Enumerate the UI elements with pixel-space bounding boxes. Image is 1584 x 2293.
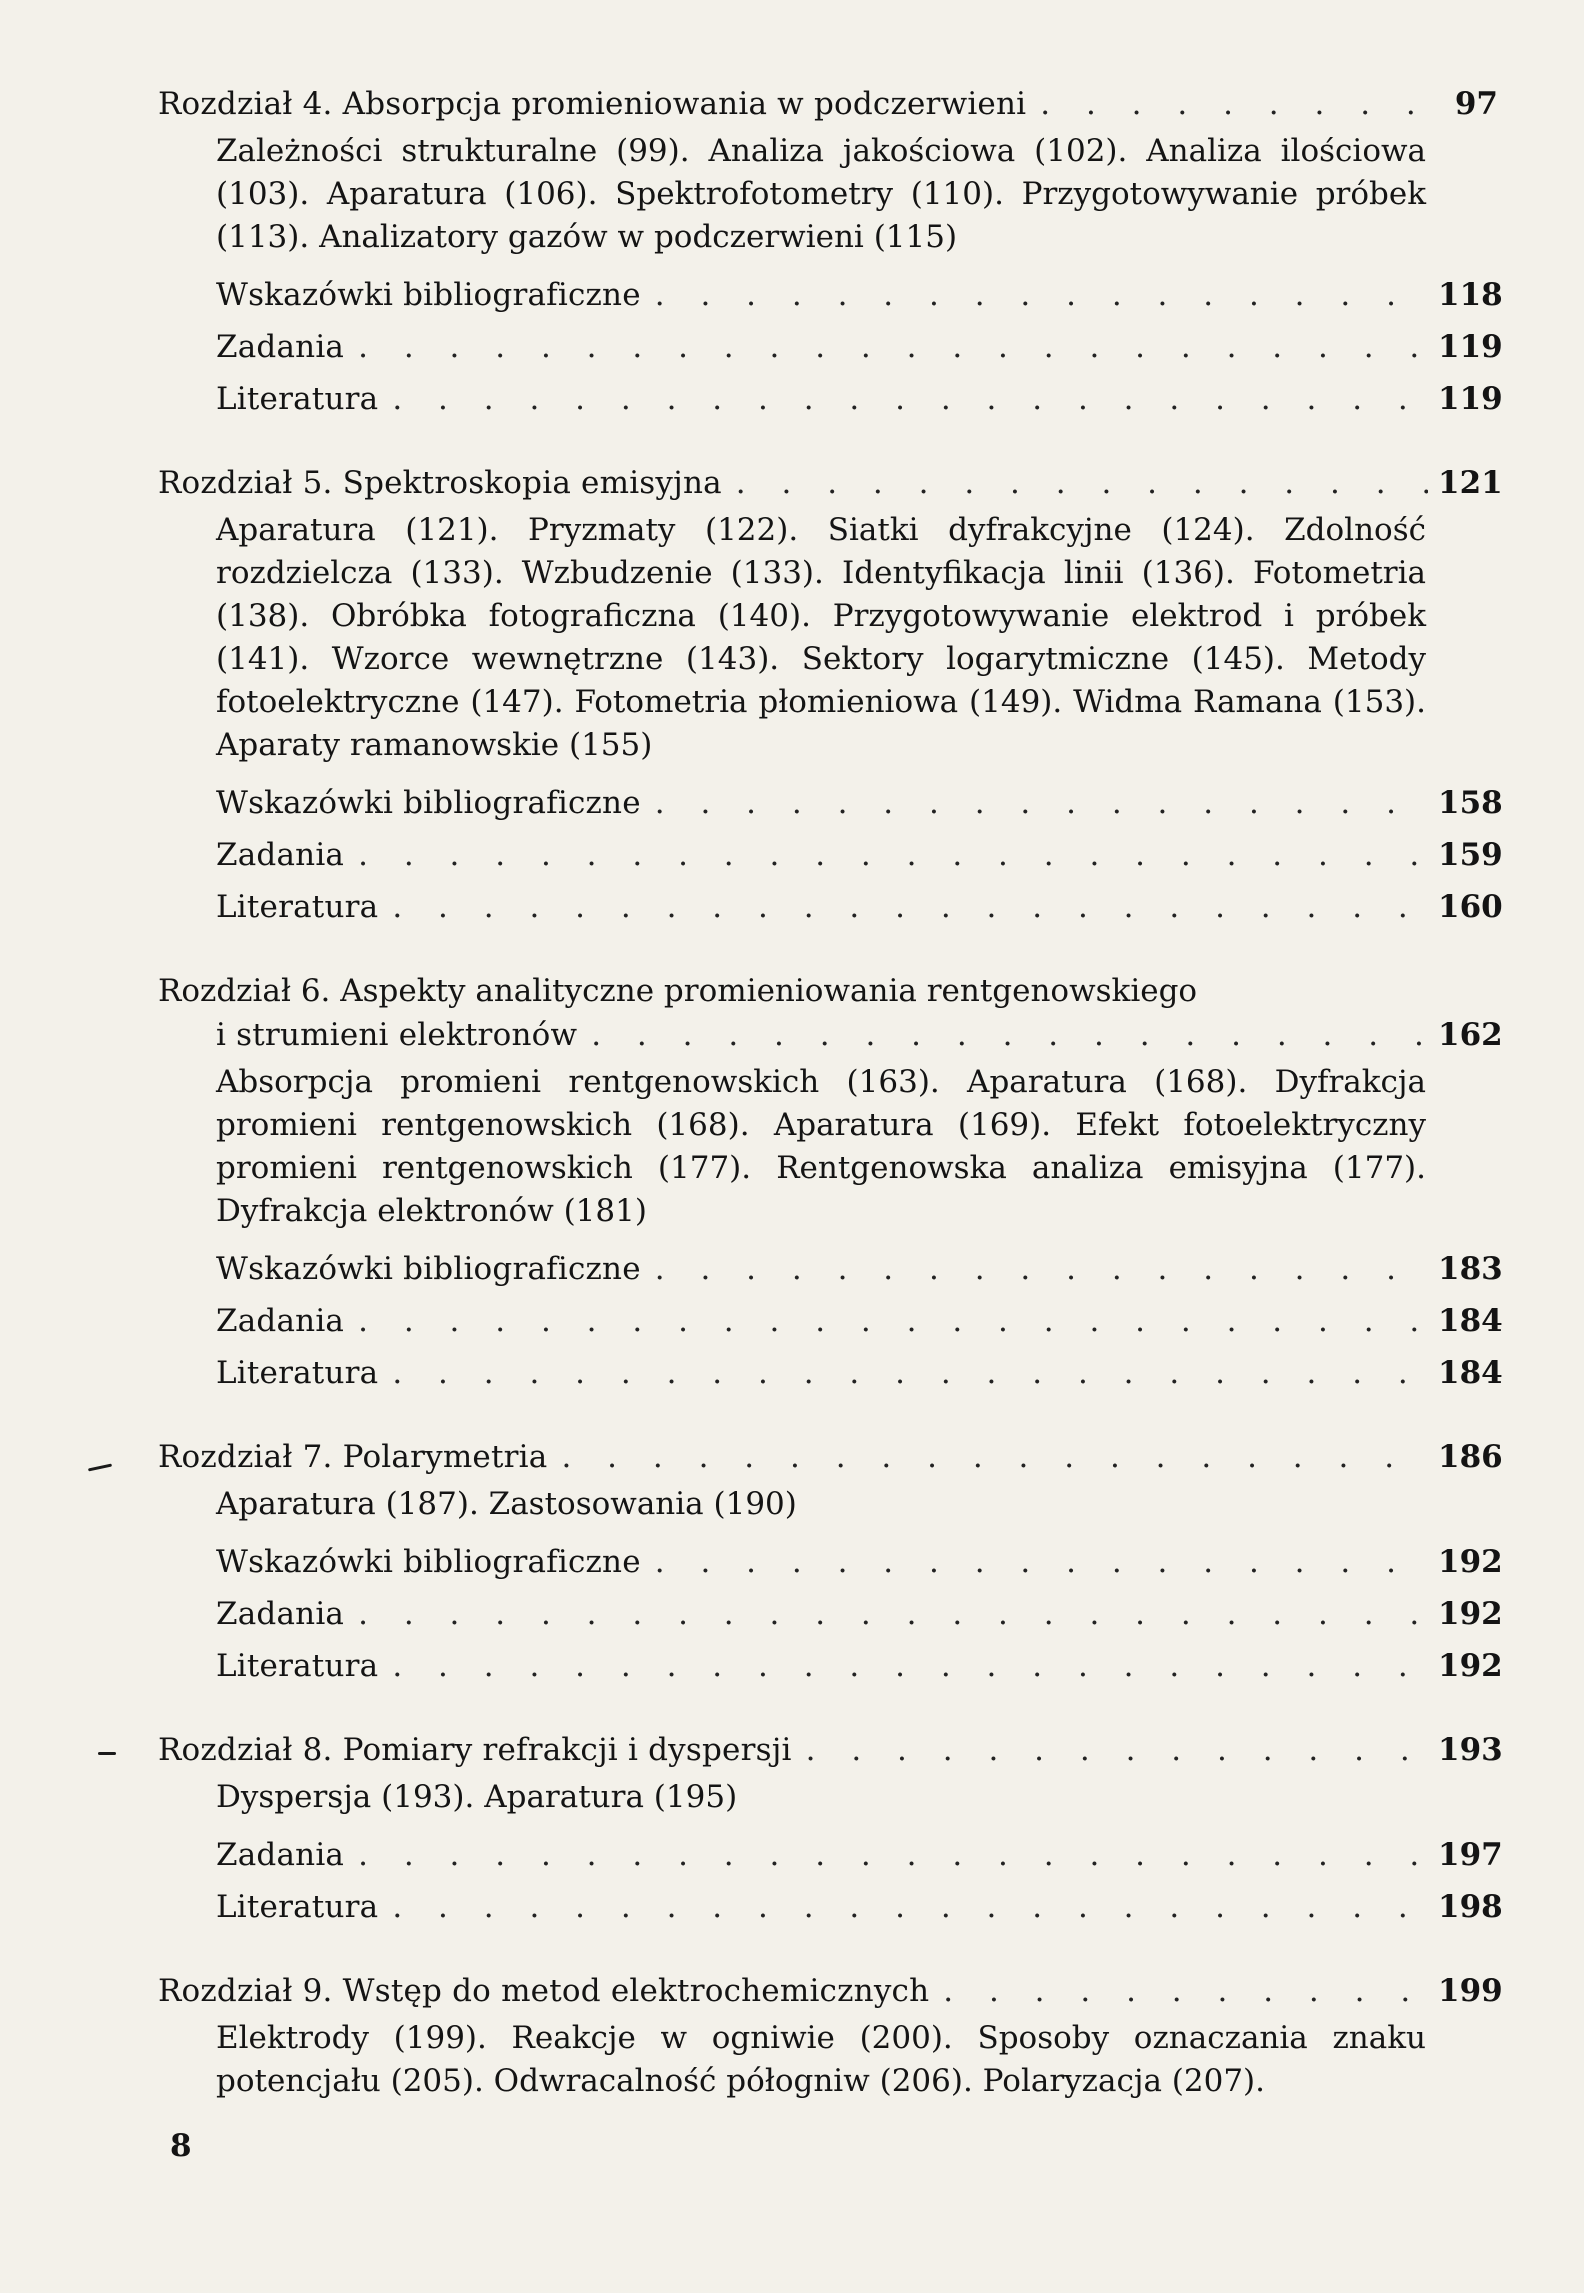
page-number: 162	[1438, 1017, 1503, 1053]
toc-entry	[216, 829, 1503, 881]
page-number: 118	[1438, 277, 1503, 313]
toc-entry	[216, 1295, 1503, 1347]
chapter-entries	[158, 1829, 1503, 1933]
chapter-6	[158, 969, 1503, 1399]
entry-label: Wskazówki bibliograficzne	[216, 1544, 641, 1580]
chapter-5	[158, 461, 1503, 933]
dot-leader	[943, 1969, 1428, 2013]
toc-entry	[216, 269, 1503, 321]
chapter-title: Rozdział 6. Aspekty analityczne promieniowania rentgenowskiego	[158, 973, 1198, 1009]
page-number: 198	[1438, 1889, 1503, 1925]
toc-entry	[216, 881, 1503, 933]
entry-label: Zadania	[216, 329, 345, 365]
page-number: 192	[1438, 1596, 1503, 1632]
chapter-summary: Dyspersja (193). Aparatura (195)	[216, 1779, 738, 1815]
chapter-title: Rozdział 4. Absorpcja promieniowania w podczerwieni	[158, 86, 1027, 122]
page-number: 184	[1438, 1303, 1503, 1339]
dot-leader	[591, 1013, 1428, 1057]
entry-label: Zadania	[216, 837, 345, 873]
chapter-9	[158, 1969, 1503, 2103]
dot-leader	[392, 1640, 1428, 1692]
page-number: 186	[1438, 1439, 1503, 1475]
toc-entry	[216, 777, 1503, 829]
entry-label: Zadania	[216, 1303, 345, 1339]
entry-label: Zadania	[216, 1837, 345, 1873]
entry-label: Literatura	[216, 1889, 379, 1925]
chapter-4	[158, 82, 1503, 425]
toc-entry	[216, 1881, 1503, 1933]
dot-leader	[358, 1829, 1428, 1881]
page-number: 192	[1438, 1544, 1503, 1580]
chapter-heading	[158, 1969, 1503, 2013]
dot-leader	[736, 461, 1428, 505]
entry-label: Literatura	[216, 889, 379, 925]
chapter-title: Rozdział 9. Wstęp do metod elektrochemicznych	[158, 1973, 930, 2009]
toc-entry	[216, 321, 1503, 373]
chapter-heading	[158, 1728, 1503, 1772]
chapter-7	[158, 1435, 1503, 1692]
chapter-title: Rozdział 8. Pomiary refrakcji i dyspersji	[158, 1732, 792, 1768]
page-number: 121	[1438, 465, 1503, 501]
page-number: 119	[1438, 381, 1503, 417]
dot-leader	[358, 1295, 1428, 1347]
page-number: 119	[1438, 329, 1503, 365]
pencil-mark	[98, 1752, 116, 1755]
chapter-summary: Elektrody (199). Reakcje w ogniwie (200). Sposoby oznaczania znaku potencjału (205). Odwracalność półogniw (206). Polaryzacja (207).	[216, 2020, 1426, 2099]
page-number: 184	[1438, 1355, 1503, 1391]
chapter-heading	[158, 461, 1503, 505]
chapter-summary: Aparatura (121). Pryzmaty (122). Siatki dyfrakcyjne (124). Zdolność rozdzielcza (133). Wzbudzenie (133). Identyfikacja linii (136). Fotometria (138). Obróbka fotograficzna (140). Przygotowywanie elektrod i próbek (141). Wzorce wewnętrzne (143). Sektory logarytmiczne (145). Metody fotoelektryczne (147). Fotometria płomieniowa (149). Widma Ramana (153). Aparaty ramanowskie (155)	[216, 512, 1426, 763]
dot-leader	[655, 269, 1428, 321]
toc-entry	[216, 1243, 1503, 1295]
page-number: 159	[1438, 837, 1503, 873]
toc-entry	[216, 1588, 1503, 1640]
entry-label: Literatura	[216, 1355, 379, 1391]
chapter-entries	[158, 1536, 1503, 1692]
page-number: 192	[1438, 1648, 1503, 1684]
dot-leader	[1040, 82, 1428, 126]
chapter-summary: Absorpcja promieni rentgenowskich (163). Aparatura (168). Dyfrakcja promieni rentgenowskich (168). Aparatura (169). Efekt fotoelektryczny promieni rentgenowskich (177). Rentgenowska analiza emisyjna (177). Dyfrakcja elektronów (181)	[216, 1064, 1426, 1229]
chapter-summary: Aparatura (187). Zastosowania (190)	[216, 1486, 797, 1522]
dot-leader	[392, 881, 1428, 933]
dot-leader	[655, 1536, 1428, 1588]
chapter-title: Rozdział 5. Spektroskopia emisyjna	[158, 465, 722, 501]
dot-leader	[392, 373, 1428, 425]
chapter-entries	[158, 269, 1503, 425]
page-number: 183	[1438, 1251, 1503, 1287]
entry-label: Literatura	[216, 1648, 379, 1684]
chapter-heading-continued	[158, 1013, 1503, 1057]
chapter-heading	[158, 82, 1498, 126]
dot-leader	[358, 1588, 1428, 1640]
dot-leader	[806, 1728, 1428, 1772]
page-number: 158	[1438, 785, 1503, 821]
entry-label: Wskazówki bibliograficzne	[216, 277, 641, 313]
entry-label: Literatura	[216, 381, 379, 417]
toc-entry	[216, 373, 1503, 425]
table-of-contents	[158, 82, 1503, 2139]
dot-leader	[358, 321, 1428, 373]
chapter-entries	[158, 777, 1503, 933]
entry-label: Zadania	[216, 1596, 345, 1632]
dot-leader	[655, 777, 1428, 829]
dot-leader	[392, 1881, 1428, 1933]
chapter-title-continued: i strumieni elektronów	[216, 1017, 578, 1053]
pencil-mark	[88, 1464, 112, 1472]
entry-label: Wskazówki bibliograficzne	[216, 1251, 641, 1287]
dot-leader	[392, 1347, 1428, 1399]
entry-label: Wskazówki bibliograficzne	[216, 785, 641, 821]
toc-entry	[216, 1829, 1503, 1881]
toc-entry	[216, 1640, 1503, 1692]
chapter-entries	[158, 1243, 1503, 1399]
chapter-heading	[158, 1435, 1503, 1479]
chapter-8	[158, 1728, 1503, 1933]
toc-entry	[216, 1536, 1503, 1588]
dot-leader	[561, 1435, 1428, 1479]
page-number: 197	[1438, 1837, 1503, 1873]
page-number: 199	[1438, 1973, 1503, 2009]
page-number: 97	[1454, 86, 1498, 122]
chapter-summary: Zależności strukturalne (99). Analiza jakościowa (102). Analiza ilościowa (103). Aparatura (106). Spektrofotometry (110). Przygotowywanie próbek (113). Analizatory gazów w podczerwieni (115)	[216, 133, 1426, 255]
dot-leader	[655, 1243, 1428, 1295]
page-number: 193	[1438, 1732, 1503, 1768]
chapter-title: Rozdział 7. Polarymetria	[158, 1439, 548, 1475]
page-folio: 8	[170, 2128, 192, 2164]
toc-entry	[216, 1347, 1503, 1399]
page-number: 160	[1438, 889, 1503, 925]
dot-leader	[358, 829, 1428, 881]
